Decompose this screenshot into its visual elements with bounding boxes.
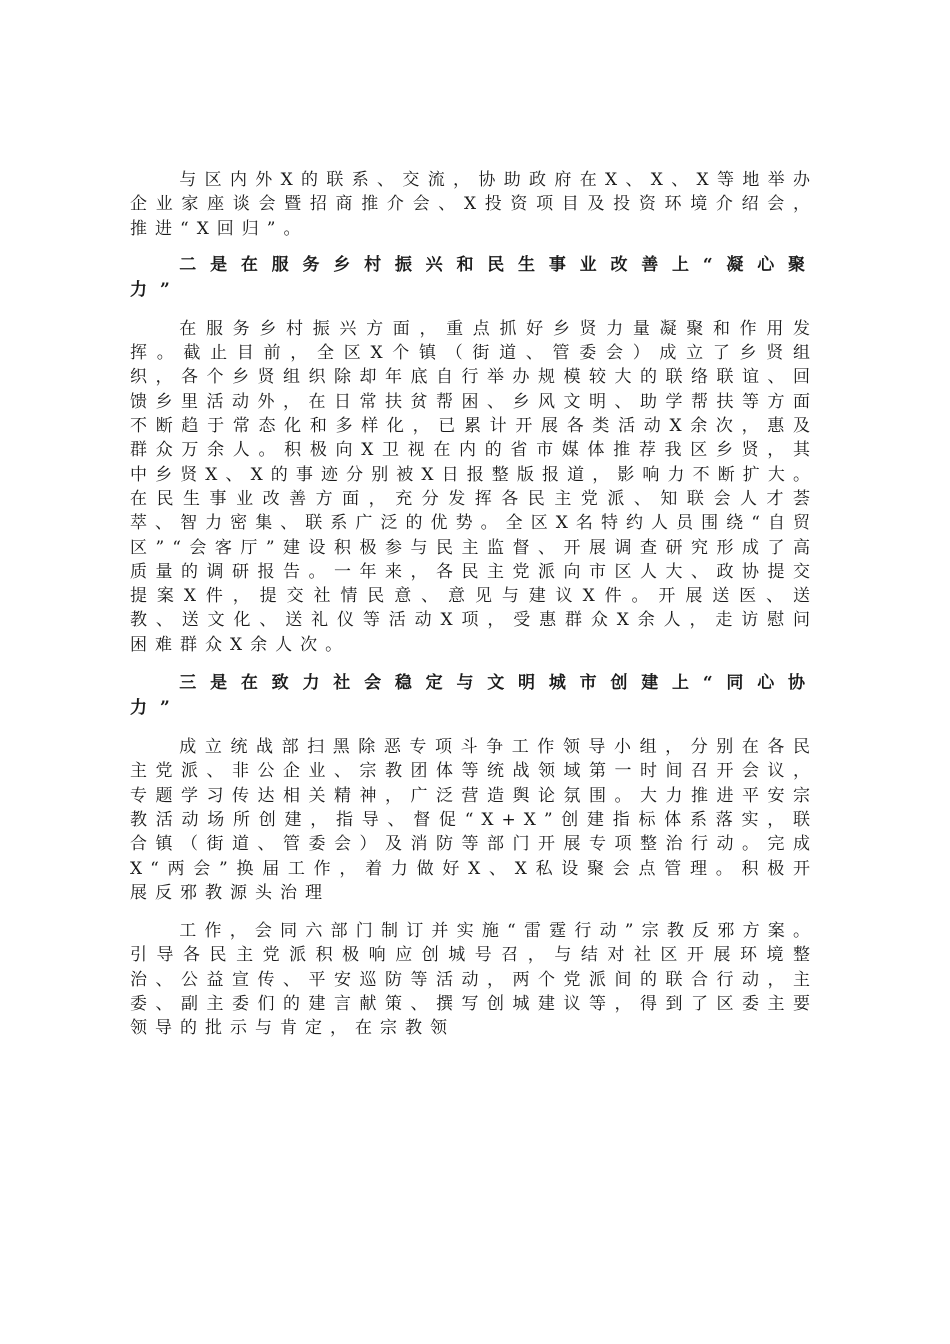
body-paragraph: 在服务乡村振兴方面，重点抓好乡贤力量凝聚和作用发挥。截止目前，全区X个镇（街道、管委会）成立了乡贤组织，各个乡贤组织除却年底自行举办规模较大的联络联谊、回馈乡里活动外，在日常扶贫帮困、乡风文明、助学帮扶等方面不断趋于常态化和多样化，已累计开展各类活动X余次，惠及群众万余人。积极向X卫视在内的省市媒体推荐我区乡贤，其中乡贤X、X的事迹分别被X日报整版报道，影响力不断扩大。在民生事业改善方面，充分发挥各民主党派、知联会人才荟萃、智力密集、联系广泛的优势。全区X名特约人员围绕“自贸区”“会客厅”建设积极参与民主监督、开展调查研究形成了高质量的调研报告。一年来，各民主党派向市区人大、政协提交提案X件，提交社情民意、意见与建议X件。开展送医、送教、送文化、送礼仪等活动X项，受惠群众X余人，走访慰问困难群众X余人次。 [130, 318, 818, 655]
section-heading: 三是在致力社会稳定与文明城市创建上“同心协力” [130, 673, 818, 719]
paragraph-spacer [130, 721, 818, 735]
body-paragraph: 成立统战部扫黑除恶专项斗争工作领导小组，分别在各民主党派、非公企业、宗教团体等统战领域第一时间召开会议，专题学习传达相关精神，广泛营造舆论氛围。大力推进平安宗教活动场所创建，指导、督促“X+X”创建指标体系落实，联合镇（街道、管委会）及消防等部门开展专项整治行动。完成X“两会”换届工作，着力做好X、X私设聚会点管理。积极开展反邪教源头治理 [130, 737, 818, 903]
body-paragraph: 与区内外X的联系、交流，协助政府在X、X、X等地举办企业家座谈会暨招商推介会、X投资项目及投资环境介绍会，推进“X回归”。 [130, 170, 818, 239]
body-paragraph: 工作，会同六部门制订并实施“雷霆行动”宗教反邪方案。引导各民主党派积极响应创城号召，与结对社区开展环境整治、公益宣传、平安巡防等活动，两个党派间的联合行动，主委、副主委们的建言献策、撰写创城建议等，得到了区委主要领导的批示与肯定，在宗教领 [130, 921, 818, 1039]
section-heading: 二是在服务乡村振兴和民生事业改善上“凝心聚力” [130, 254, 818, 300]
paragraph-spacer [130, 303, 818, 317]
paragraph-spacer [130, 905, 818, 919]
paragraph-spacer [130, 241, 818, 253]
paragraph-spacer [130, 657, 818, 671]
document-page [130, 168, 818, 1041]
